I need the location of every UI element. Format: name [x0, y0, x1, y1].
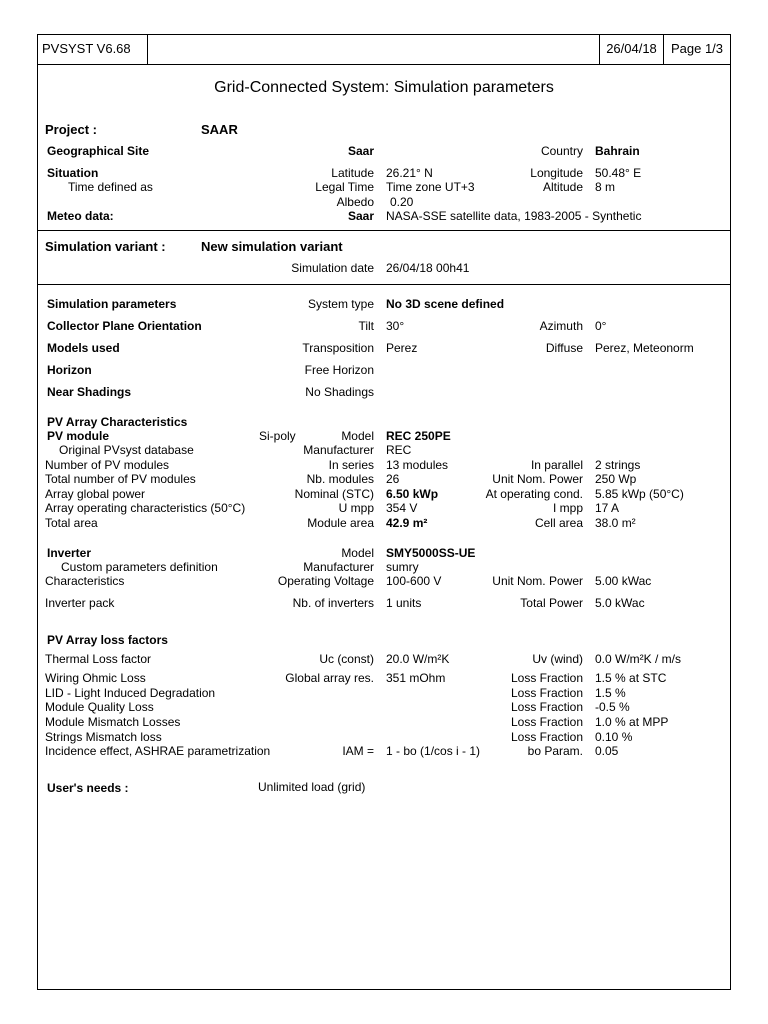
- legal-time-label: Legal Time: [315, 180, 374, 194]
- pv-origin: Original PVsyst database: [59, 443, 194, 457]
- wiring-fraction-value: 1.5 % at STC: [595, 671, 667, 685]
- report-date: 26/04/18: [600, 35, 664, 64]
- global-res-label: Global array res.: [285, 671, 374, 685]
- users-needs-label: User's needs :: [47, 781, 129, 795]
- operating-cond-value: 5.85 kWp (50°C): [595, 487, 684, 501]
- nb-modules-value: 26: [386, 472, 400, 486]
- total-area-label: Total area: [45, 516, 98, 530]
- in-parallel-value: 2 strings: [595, 458, 641, 472]
- unit-power-label: Unit Nom. Power: [492, 472, 583, 486]
- meteo-source: NASA-SSE satellite data, 1983-2005 - Synthetic: [386, 209, 642, 223]
- sim-date-label: Simulation date: [291, 261, 374, 275]
- inverter-manufacturer-value: sumry: [386, 560, 419, 574]
- software-version: PVSYST V6.68: [38, 35, 148, 64]
- inverter-pack-label: Inverter pack: [45, 596, 115, 610]
- nominal-stc-value: 6.50 kWp: [386, 487, 439, 501]
- loss-fraction-label: Loss Fraction: [510, 700, 583, 714]
- total-power-value: 5.0 kWac: [595, 596, 645, 610]
- meteo-site: Saar: [347, 209, 374, 223]
- module-area-value: 42.9 m²: [386, 516, 428, 530]
- geo-site-value: Saar: [347, 144, 374, 158]
- strings-mismatch-label: Strings Mismatch loss: [45, 730, 162, 744]
- system-type-label: System type: [307, 297, 374, 311]
- inverter-unit-power-value: 5.00 kWac: [595, 574, 652, 588]
- country-label: Country: [540, 144, 583, 158]
- mismatch-fraction-value: 1.0 % at MPP: [595, 715, 669, 729]
- albedo-label: Albedo: [336, 195, 374, 209]
- in-series-label: In series: [328, 458, 374, 472]
- inverter-unit-power-label: Unit Nom. Power: [492, 574, 583, 588]
- iam-eq-label: IAM =: [342, 744, 374, 758]
- albedo-value: 0.20: [390, 195, 414, 209]
- pv-technology: Si-poly: [259, 429, 296, 443]
- azimuth-value: 0°: [595, 319, 607, 333]
- unit-power-value: 250 Wp: [595, 472, 637, 486]
- tilt-label: Tilt: [358, 319, 374, 333]
- divider: [38, 284, 730, 285]
- total-modules-label: Total number of PV modules: [45, 472, 196, 486]
- module-area-label: Module area: [307, 516, 374, 530]
- uc-label: Uc (const): [319, 652, 374, 666]
- divider: [38, 230, 730, 231]
- page-number: Page 1/3: [670, 41, 724, 56]
- thermal-loss-label: Thermal Loss factor: [45, 652, 152, 666]
- nb-inverters-label: Nb. of inverters: [292, 596, 374, 610]
- report-page: [37, 34, 731, 990]
- pv-module-label: PV module: [47, 429, 110, 443]
- impp-label: I mpp: [552, 501, 583, 515]
- global-res-value: 351 mOhm: [386, 671, 446, 685]
- num-modules-label: Number of PV modules: [45, 458, 170, 472]
- project-name: SAAR: [201, 122, 238, 137]
- wiring-loss-label: Wiring Ohmic Loss: [45, 671, 146, 685]
- transposition-value: Perez: [386, 341, 418, 355]
- pv-manufacturer-label: Manufacturer: [303, 443, 374, 457]
- altitude-label: Altitude: [542, 180, 583, 194]
- quality-fraction-value: -0.5 %: [595, 700, 630, 714]
- loss-fraction-label: Loss Fraction: [510, 671, 583, 685]
- in-series-value: 13 modules: [386, 458, 449, 472]
- iam-formula: 1 - bo (1/cos i - 1): [386, 744, 481, 758]
- meteo-label: Meteo data:: [47, 209, 114, 223]
- models-label: Models used: [47, 341, 120, 355]
- inverter-model-label: Model: [341, 546, 374, 560]
- inverter-model-value: SMY5000SS-UE: [386, 546, 476, 560]
- operating-voltage-label: Operating Voltage: [277, 574, 374, 588]
- bo-param-label: bo Param.: [527, 744, 583, 758]
- sim-date-value: 26/04/18 00h41: [386, 261, 470, 275]
- loss-fraction-label: Loss Fraction: [510, 730, 583, 744]
- tilt-value: 30°: [386, 319, 405, 333]
- cell-area-label: Cell area: [534, 516, 583, 530]
- op-char-label: Array operating characteristics (50°C): [45, 501, 246, 515]
- cell-area-value: 38.0 m²: [595, 516, 636, 530]
- orientation-label: Collector Plane Orientation: [47, 319, 202, 333]
- transposition-label: Transposition: [302, 341, 374, 355]
- operating-voltage-value: 100-600 V: [386, 574, 442, 588]
- horizon-label: Horizon: [47, 363, 92, 377]
- latitude-label: Latitude: [331, 166, 374, 180]
- longitude-value: 50.48° E: [595, 166, 642, 180]
- strings-fraction-value: 0.10 %: [595, 730, 633, 744]
- umpp-value: 354 V: [386, 501, 418, 515]
- near-shadings-label: Near Shadings: [47, 385, 132, 399]
- variant-label: Simulation variant :: [45, 239, 166, 254]
- umpp-label: U mpp: [338, 501, 374, 515]
- bo-param-value: 0.05: [595, 744, 619, 758]
- horizon-value: Free Horizon: [304, 363, 374, 377]
- loss-factors-section: PV Array loss factors: [47, 633, 168, 647]
- azimuth-label: Azimuth: [539, 319, 583, 333]
- mismatch-loss-label: Module Mismatch Losses: [45, 715, 181, 729]
- time-defined-label: Time defined as: [68, 180, 153, 194]
- diffuse-value: Perez, Meteonorm: [595, 341, 694, 355]
- nominal-stc-label: Nominal (STC): [294, 487, 374, 501]
- inverter-manufacturer-label: Manufacturer: [303, 560, 374, 574]
- latitude-value: 26.21° N: [386, 166, 433, 180]
- altitude-value: 8 m: [595, 180, 616, 194]
- total-power-label: Total Power: [520, 596, 583, 610]
- longitude-label: Longitude: [530, 166, 583, 180]
- uc-value: 20.0 W/m²K: [386, 652, 450, 666]
- sim-params-label: Simulation parameters: [47, 297, 177, 311]
- global-power-label: Array global power: [45, 487, 146, 501]
- page-title: Grid-Connected System: Simulation parameters: [214, 79, 554, 96]
- system-type-value: No 3D scene defined: [386, 297, 505, 311]
- uv-value: 0.0 W/m²K / m/s: [595, 652, 682, 666]
- legal-time-value: Time zone UT+3: [386, 180, 475, 194]
- quality-loss-label: Module Quality Loss: [45, 700, 154, 714]
- near-shadings-value: No Shadings: [305, 385, 374, 399]
- impp-value: 17 A: [595, 501, 620, 515]
- loss-fraction-label: Loss Fraction: [510, 686, 583, 700]
- characteristics-label: Characteristics: [45, 574, 125, 588]
- country-value: Bahrain: [595, 144, 640, 158]
- pv-model-label: Model: [341, 429, 374, 443]
- variant-name: New simulation variant: [201, 239, 343, 254]
- pv-array-section: PV Array Characteristics: [47, 415, 188, 429]
- situation-label: Situation: [47, 166, 99, 180]
- users-needs-value: Unlimited load (grid): [258, 780, 366, 794]
- pv-model-value: REC 250PE: [386, 429, 451, 443]
- iam-label: Incidence effect, ASHRAE parametrization: [45, 744, 271, 758]
- inverter-label: Inverter: [47, 546, 92, 560]
- uv-label: Uv (wind): [532, 652, 583, 666]
- geo-site-label: Geographical Site: [47, 144, 150, 158]
- lid-fraction-value: 1.5 %: [595, 686, 626, 700]
- header-blank-cell: [148, 35, 600, 64]
- project-label: Project :: [45, 122, 98, 137]
- nb-inverters-value: 1 units: [386, 596, 422, 610]
- inverter-custom: Custom parameters definition: [61, 560, 218, 574]
- lid-label: LID - Light Induced Degradation: [45, 686, 216, 700]
- nb-modules-label: Nb. modules: [306, 472, 374, 486]
- loss-fraction-label: Loss Fraction: [510, 715, 583, 729]
- operating-cond-label: At operating cond.: [485, 487, 583, 501]
- pv-manufacturer-value: REC: [386, 443, 412, 457]
- report-header: [38, 35, 730, 65]
- diffuse-label: Diffuse: [545, 341, 583, 355]
- in-parallel-label: In parallel: [530, 458, 583, 472]
